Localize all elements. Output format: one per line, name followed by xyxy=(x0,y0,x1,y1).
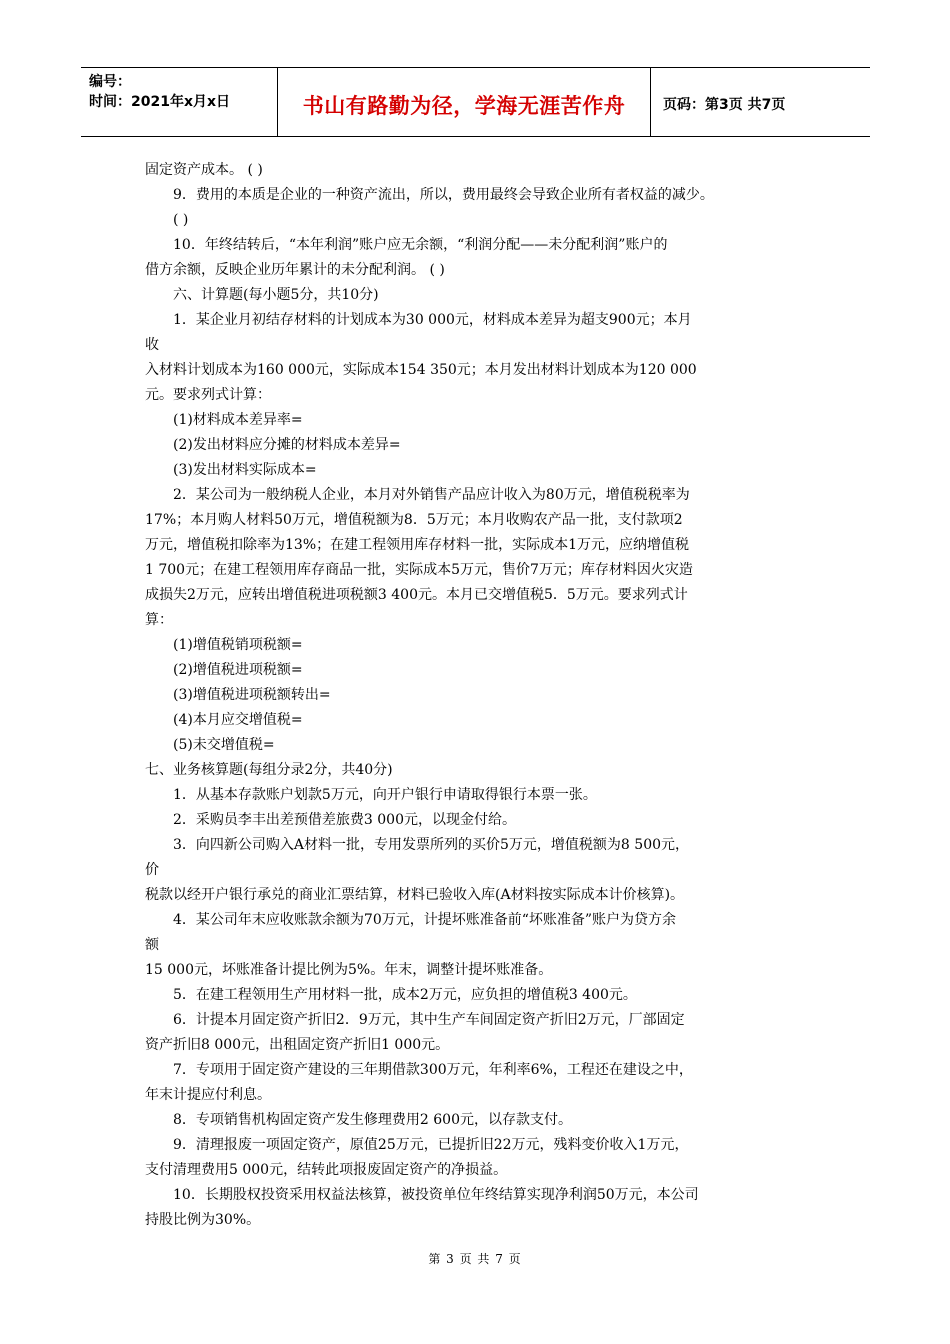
text-line: (3)发出材料实际成本= xyxy=(173,462,317,478)
text-line: 算： xyxy=(145,612,173,628)
text-line: 3．向四新公司购入A材料一批，专用发票所列的买价5万元，增值税额为8 500元， xyxy=(173,837,690,853)
serial-label: 编号： xyxy=(89,74,131,90)
text-line: 5．在建工程领用生产用材料一批，成本2万元，应负担的增值税3 400元。 xyxy=(173,987,637,1003)
page-footer: 第 3 页 共 7 页 xyxy=(428,1252,522,1266)
text-line: 10．长期股权投资采用权益法核算，被投资单位年终结算实现净利润50万元，本公司 xyxy=(173,1187,699,1203)
text-line: 2．采购员李丰出差预借差旅费3 000元，以现金付给。 xyxy=(173,812,516,828)
text-line: 固定资产成本。 ( ) xyxy=(145,162,263,178)
text-line: 2．某公司为一般纳税人企业，本月对外销售产品应计收入为80万元，增值税税率为 xyxy=(173,487,690,503)
text-line: 17%；本月购人材料50万元，增值税额为8．5万元；本月收购农产品一批，支付款项2 xyxy=(145,512,683,528)
text-line: (4)本月应交增值税= xyxy=(173,712,303,728)
text-line: (3)增值税进项税额转出= xyxy=(173,687,331,703)
text-line: 15 000元，坏账准备计提比例为5%。年末，调整计提坏账准备。 xyxy=(145,962,553,978)
text-line: 成损失2万元，应转出增值税进项税额3 400元。本月已交增值税5．5万元。要求列式计 xyxy=(145,587,688,603)
text-line: 1．某企业月初结存材料的计划成本为30 000元，材料成本差异为超支900元；本月 xyxy=(173,312,692,328)
text-line: 7．专项用于固定资产建设的三年期借款300万元，年利率6%，工程还在建设之中， xyxy=(173,1062,693,1078)
header-motto-cell xyxy=(278,68,651,136)
text-line: 9．清理报废一项固定资产，原值25万元，已提折旧22万元，残料变价收入1万元， xyxy=(173,1137,689,1153)
text-line: 万元，增值税扣除率为13%；在建工程领用库存材料一批，实际成本1万元，应纳增值税 xyxy=(145,537,690,553)
text-line: 元。要求列式计算： xyxy=(145,387,271,403)
text-line: 8．专项销售机构固定资产发生修理费用2 600元，以存款支付。 xyxy=(173,1112,572,1128)
text-line: 持股比例为30%。 xyxy=(145,1212,261,1228)
text-line: (2)增值税进项税额= xyxy=(173,662,303,678)
page-info: 页码：第3页 共7页 xyxy=(663,97,786,113)
text-line: 额 xyxy=(145,937,159,953)
motto-text: 书山有路勤为径，学海无涯苦作舟 xyxy=(302,94,626,118)
text-line: 4．某公司年末应收账款余额为70万元，计提坏账准备前“坏账准备”账户为贷方余 xyxy=(173,912,677,928)
header-left-cell xyxy=(81,68,278,136)
text-line: 6．计提本月固定资产折旧2．9万元，其中生产车间固定资产折旧2万元，厂部固定 xyxy=(173,1012,685,1028)
text-line: (2)发出材料应分摊的材料成本差异= xyxy=(173,437,401,453)
text-line: 入材料计划成本为160 000元，实际成本154 350元；本月发出材料计划成本为120 000 xyxy=(145,362,697,378)
text-line: 七、业务核算题(每组分录2分，共40分) xyxy=(145,762,393,778)
page-header xyxy=(81,67,870,137)
text-line: 1．从基本存款账户划款5万元，向开户银行申请取得银行本票一张。 xyxy=(173,787,597,803)
text-line: 价 xyxy=(145,862,159,878)
text-line: 支付清理费用5 000元，结转此项报废固定资产的净损益。 xyxy=(145,1162,508,1178)
text-line: 借方余额，反映企业历年累计的未分配利润。 ( ) xyxy=(145,262,445,278)
text-line: 资产折旧8 000元，出租固定资产折旧1 000元。 xyxy=(145,1037,450,1053)
text-line: 税款以经开户银行承兑的商业汇票结算，材料已验收入库(A材料按实际成本计价核算)。 xyxy=(145,887,685,903)
text-line: (1)材料成本差异率= xyxy=(173,412,303,428)
text-line: (5)未交增值税= xyxy=(173,737,275,753)
text-line: ( ) xyxy=(173,212,189,228)
header-page-cell xyxy=(651,68,870,136)
text-line: 1 700元；在建工程领用库存商品一批，实际成本5万元，售价7万元；库存材料因火灾造 xyxy=(145,562,693,578)
text-line: 9．费用的本质是企业的一种资产流出，所以，费用最终会导致企业所有者权益的减少。 xyxy=(173,187,714,203)
text-line: 收 xyxy=(145,337,159,353)
document-body xyxy=(145,158,825,1233)
text-line: (1)增值税销项税额= xyxy=(173,637,303,653)
text-line: 年末计提应付利息。 xyxy=(145,1087,271,1103)
text-line: 10．年终结转后，“本年利润”账户应无余额，“利润分配——未分配利润”账户的 xyxy=(173,237,668,253)
text-line: 六、计算题(每小题5分，共10分) xyxy=(173,287,379,303)
date-line: 时间：2021年x月x日 xyxy=(89,94,231,110)
